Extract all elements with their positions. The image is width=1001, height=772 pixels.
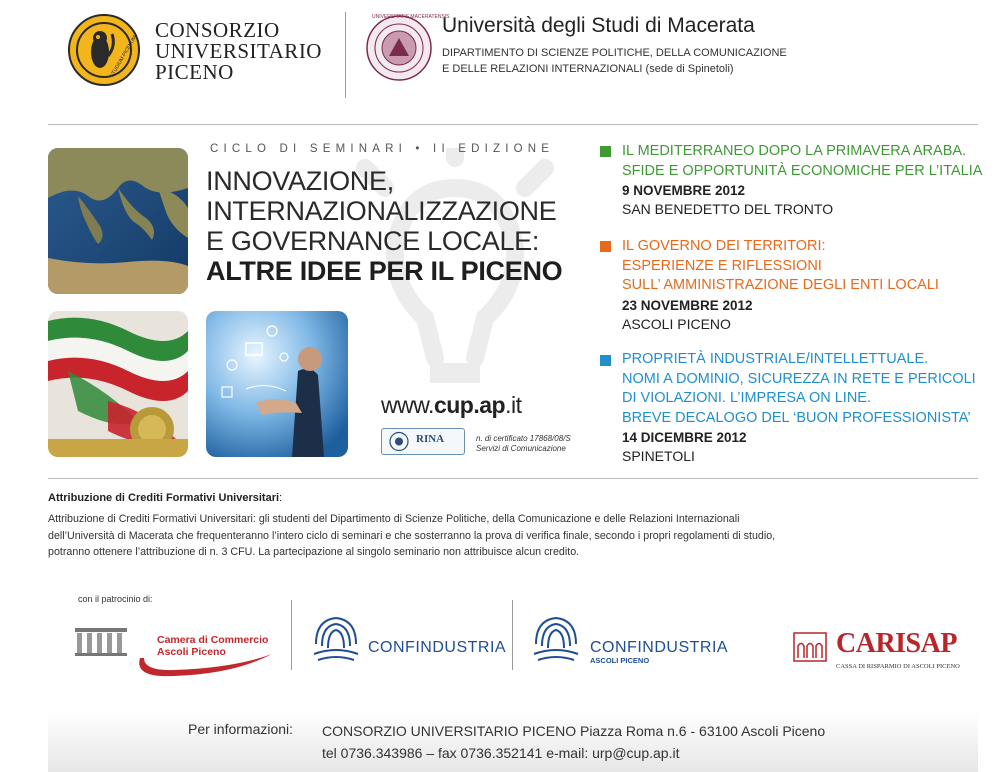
seminar-title-line: ESPERIENZE E RIFLESSIONI <box>622 257 822 274</box>
confindustria-ascoli-name: CONFINDUSTRIA <box>590 639 729 656</box>
department-line: DIPARTIMENTO DI SCIENZE POLITICHE, DELLA COMUNICAZIONE <box>442 47 787 59</box>
website-domain: cup.ap <box>433 392 506 418</box>
seminar-title-line: IL GOVERNO DEI TERRITORI: <box>622 238 826 254</box>
seminar-title-line: SULL’ AMMINISTRAZIONE DEGLI ENTI LOCALI <box>622 277 939 293</box>
swoosh-icon <box>134 650 276 680</box>
consorzio-name-line: CONSORZIO <box>155 18 280 42</box>
confindustria-name: CONFINDUSTRIA <box>368 639 507 656</box>
website-link[interactable] <box>381 392 521 419</box>
credits-line: dell’Università di Macerata che frequenteranno l’intero ciclo di seminari e che sosterranno la prova di verifica finale, secondo i propri regolamenti di studio, <box>48 529 776 542</box>
confindustria-ascoli-logo <box>532 614 580 668</box>
seminar-place: ASCOLI PICENO <box>622 315 731 332</box>
touchscreen-icon <box>206 311 348 457</box>
carisap-name: CARISAP <box>836 628 957 659</box>
event-title-line: E GOVERNANCE LOCALE: <box>206 226 540 256</box>
carisap-subtitle: CASSA DI RISPARMIO DI ASCOLI PICENO <box>836 663 960 670</box>
seminar-place: SAN BENEDETTO DEL TRONTO <box>622 201 834 217</box>
consorzio-name <box>155 20 322 83</box>
credits-heading <box>48 492 282 504</box>
website-prefix: www. <box>381 392 434 418</box>
university-name: Università degli Studi di Macerata <box>442 14 755 37</box>
info-address: CONSORZIO UNIVERSITARIO PICENO Piazza Roma n.6 - 63100 Ascoli Piceno <box>322 723 826 739</box>
map-icon <box>48 148 188 294</box>
seminar-title-line: NOMI A DOMINIO, SICUREZZA IN RETE E PERICOLI <box>622 370 976 387</box>
seminar-title-line: IL MEDITERRANEO DOPO LA PRIMAVERA ARABA. <box>622 143 967 159</box>
university-seal <box>365 14 433 82</box>
confindustria-logo <box>312 614 360 668</box>
technology-touch-image <box>206 311 348 457</box>
seminar-title-line: PROPRIETÀ INDUSTRIALE/INTELLETTUALE. <box>622 351 929 367</box>
seminar-1-marker <box>600 146 611 157</box>
university-seal-icon <box>365 14 433 82</box>
event-title <box>206 166 562 286</box>
department-line: E DELLE RELAZIONI INTERNAZIONALI (sede di Spinetoli) <box>442 63 734 75</box>
camera-name-line: Camera di Commercio <box>157 634 269 646</box>
seminar-place: SPINETOLI <box>622 448 695 464</box>
department-name <box>442 45 787 77</box>
seminar-title-line: BREVE DECALOGO DEL ‘BUON PROFESSIONISTA’ <box>622 409 971 426</box>
seminar-title-line: DI VIOLAZIONI. L’IMPRESA ON LINE. <box>622 390 871 406</box>
event-title-line: INNOVAZIONE, <box>206 166 394 196</box>
flag-sash-icon <box>48 311 188 457</box>
seminar-date: 14 DICEMBRE 2012 <box>622 430 747 445</box>
credits-line: potranno ottenere l’attribuzione di n. 3 CFU. La partecipazione al singolo seminario non attribuisce alcun credito. <box>48 546 580 558</box>
confindustria-emblem-icon <box>532 614 580 668</box>
event-title-line: INTERNAZIONALIZZAZIONE <box>206 196 557 226</box>
certificate-line: Servizi di Comunicazione <box>476 444 566 453</box>
header-divider <box>345 12 346 98</box>
seminar-3-marker <box>600 355 611 366</box>
seminar-title-line: SFIDE E OPPORTUNITÀ ECONOMICHE PER L’ITALIA <box>622 162 983 179</box>
rina-seal-icon <box>386 429 416 454</box>
seminar-date: 9 NOVEMBRE 2012 <box>622 183 746 198</box>
sponsor-divider <box>512 600 513 670</box>
top-divider <box>48 124 978 125</box>
seminar-1 <box>622 142 982 219</box>
series-label: CICLO DI SEMINARI • II EDIZIONE <box>210 143 555 155</box>
consorzio-name-line: UNIVERSITARIO <box>155 39 322 63</box>
sponsor-divider <box>291 600 292 670</box>
camera-swoosh <box>134 650 276 680</box>
seminar-3 <box>622 350 976 466</box>
credits-heading-tail: : <box>279 492 283 504</box>
camera-name-line: Ascoli Piceno <box>157 646 226 658</box>
certificate-line: n. di certificato 17868/08/S <box>476 434 571 443</box>
confindustria-emblem-icon <box>312 614 360 668</box>
seminar-2-marker <box>600 241 611 252</box>
consorzio-name-line: PICENO <box>155 60 234 84</box>
consorzio-seal-text: STUDIUM PICENUM <box>109 34 138 79</box>
info-label: Per informazioni: <box>188 721 294 737</box>
credits-line: Attribuzione di Crediti Formativi Universitari: gli studenti del Dipartimento di Scienze Politiche, della Comunicazione e delle Relazioni Internazionali <box>48 513 740 525</box>
seminar-date: 23 NOVEMBRE 2012 <box>622 297 753 313</box>
mediterranean-map-image <box>48 148 188 294</box>
university-seal-text: UNIVERSITATIS MACERATENSIS <box>372 14 450 20</box>
camera-commercio-logo <box>75 628 127 656</box>
carisap-arch-icon <box>793 632 827 662</box>
event-title-bold: ALTRE IDEE PER IL PICENO <box>206 256 563 286</box>
certificate-info <box>476 434 571 454</box>
seminar-2 <box>622 237 939 334</box>
info-contacts: tel 0736.343986 – fax 0736.352141 e-mail: urp@cup.ap.it <box>322 745 680 761</box>
colonnade-icon <box>75 628 127 656</box>
confindustria-ascoli-subtitle: ASCOLI PICENO <box>590 656 650 665</box>
carisap-logo <box>793 632 827 662</box>
credits-paragraph <box>48 511 978 561</box>
rina-label: RINA <box>416 433 445 445</box>
middle-divider <box>48 478 978 479</box>
italian-flag-image <box>48 311 188 457</box>
patronage-label: con il patrocinio di: <box>78 594 153 604</box>
website-suffix: .it <box>505 392 522 418</box>
credits-heading-text: Attribuzione di Crediti Formativi Universitari <box>48 492 280 504</box>
